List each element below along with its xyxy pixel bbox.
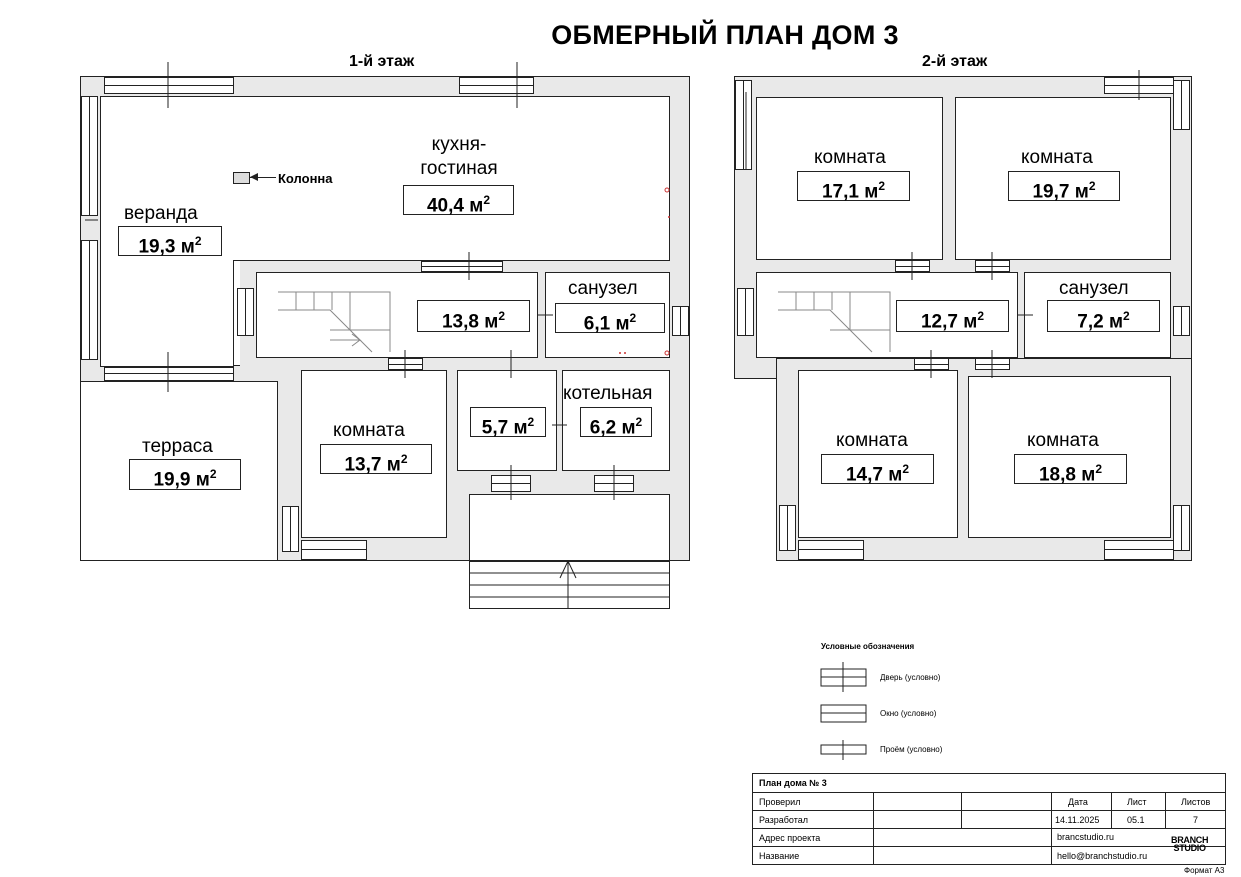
kitchen-area-value: 40,4 м xyxy=(426,195,484,217)
red-markers xyxy=(665,188,669,355)
f2-bath-label: санузел xyxy=(1059,278,1129,299)
tb-line xyxy=(753,792,1225,793)
tb-logo xyxy=(1171,836,1208,852)
area-unit-sup: 2 xyxy=(194,234,202,248)
tb-sheet-label: Лист xyxy=(1127,797,1147,807)
tb-line xyxy=(873,792,874,865)
area-unit-sup: 2 xyxy=(629,311,637,325)
veranda-area-value: 19,3 м xyxy=(138,236,195,258)
tb-date: 14.11.2025 xyxy=(1055,815,1100,825)
kitchen-label-line1: кухня- xyxy=(431,134,487,155)
legend-opening-label: Проём (условно) xyxy=(880,745,943,754)
area-unit-sup: 2 xyxy=(1123,309,1130,323)
stair2-outline xyxy=(778,292,890,352)
hall1-area-value: 13,8 м xyxy=(441,311,499,333)
area-unit-sup: 2 xyxy=(635,415,643,429)
tb-line xyxy=(1111,792,1112,828)
drawing-title: ОБМЕРНЫЙ ПЛАН ДОМ 3 xyxy=(551,20,899,50)
tb-line xyxy=(1051,792,1052,865)
f2-bath-area-value: 7,2 м xyxy=(1077,311,1124,333)
red-dot xyxy=(668,216,670,218)
bedroom1-label: комната xyxy=(333,420,405,441)
f2-room4-label: комната xyxy=(1027,430,1099,451)
red-dot xyxy=(624,352,626,354)
tb-name: Название xyxy=(759,851,800,861)
tb-line xyxy=(961,792,962,828)
red-marker xyxy=(665,188,669,192)
f2-room1-area-value: 17,1 м xyxy=(821,181,879,203)
tb-checked: Проверил xyxy=(759,797,801,807)
stair1-outline xyxy=(278,292,390,352)
tb-line xyxy=(753,846,1225,847)
bath1-label: санузел xyxy=(568,278,638,299)
tb-plan-title: План дома № 3 xyxy=(759,778,827,788)
legend-title: Условные обозначения xyxy=(821,642,915,651)
terrace-area-value: 19,9 м xyxy=(153,469,210,491)
area-unit-sup: 2 xyxy=(902,462,909,476)
floor1-title: 1-й этаж xyxy=(349,53,415,70)
stairs-floor2 xyxy=(778,292,890,352)
f2-room1-label: комната xyxy=(814,147,886,168)
legend-symbols xyxy=(821,662,866,760)
f2-room2-area-value: 19,7 м xyxy=(1032,181,1089,203)
area-unit-sup: 2 xyxy=(1095,462,1102,476)
kitchen-label-line2: гостиная xyxy=(420,158,498,179)
tb-site: brancstudio.ru xyxy=(1057,832,1115,842)
tb-sheets-label: Листов xyxy=(1181,797,1211,807)
tb-line xyxy=(1165,792,1166,828)
area-unit-sup: 2 xyxy=(527,415,535,429)
bedroom1-area-value: 13,7 м xyxy=(344,454,401,476)
area-unit-sup: 2 xyxy=(400,452,408,466)
boiler-area-value: 6,2 м xyxy=(589,417,636,439)
area-unit-sup: 2 xyxy=(498,309,505,323)
area-unit-sup: 2 xyxy=(977,309,984,323)
tb-sheet: 05.1 xyxy=(1127,815,1145,825)
stair2-inner xyxy=(778,310,872,352)
tb-line xyxy=(753,828,1225,829)
area-unit-sup: 2 xyxy=(878,179,885,193)
f2-hall-area-value: 12,7 м xyxy=(920,311,978,333)
bath1-area-value: 6,1 м xyxy=(583,313,630,335)
opening-ticks xyxy=(85,62,1139,500)
tb-address: Адрес проекта xyxy=(759,833,821,843)
f2-room3-area-value: 14,7 м xyxy=(845,464,903,486)
tb-logo-line2: STUDIO xyxy=(1173,843,1206,853)
stairs-floor1 xyxy=(278,292,390,352)
format-label: Формат А3 xyxy=(1184,866,1225,875)
area-unit-sup: 2 xyxy=(209,467,217,481)
area-unit-sup: 2 xyxy=(483,193,490,207)
red-marker xyxy=(665,351,669,355)
porch-stair-lines xyxy=(469,561,670,609)
tb-line xyxy=(753,810,1225,811)
veranda-label: веранда xyxy=(124,203,198,224)
area-unit-sup: 2 xyxy=(1088,179,1096,193)
f2-room3-label: комната xyxy=(836,430,908,451)
terrace-label: терраса xyxy=(142,436,213,457)
tb-developed: Разработал xyxy=(759,815,808,825)
boiler-label: котельная xyxy=(563,383,653,404)
f2-room4-area-value: 18,8 м xyxy=(1038,464,1096,486)
red-dot xyxy=(619,352,621,354)
small1-area-value: 5,7 м xyxy=(481,417,528,439)
tb-logo-line1: BRANCH xyxy=(1171,835,1209,845)
tb-date-label: Дата xyxy=(1068,797,1088,807)
red-dots xyxy=(619,216,670,354)
legend-door-label: Дверь (условно) xyxy=(880,673,941,682)
stair1-inner xyxy=(278,310,372,352)
tb-sheets: 7 xyxy=(1193,815,1199,825)
tb-email: hello@branchstudio.ru xyxy=(1057,851,1148,861)
column-label: Колонна xyxy=(278,171,333,186)
legend-window-label: Окно (условно) xyxy=(880,709,937,718)
title-block xyxy=(752,773,1226,865)
f2-room2-label: комната xyxy=(1021,147,1093,168)
column-arrowhead xyxy=(250,173,258,181)
floor2-title: 2-й этаж xyxy=(922,53,988,70)
